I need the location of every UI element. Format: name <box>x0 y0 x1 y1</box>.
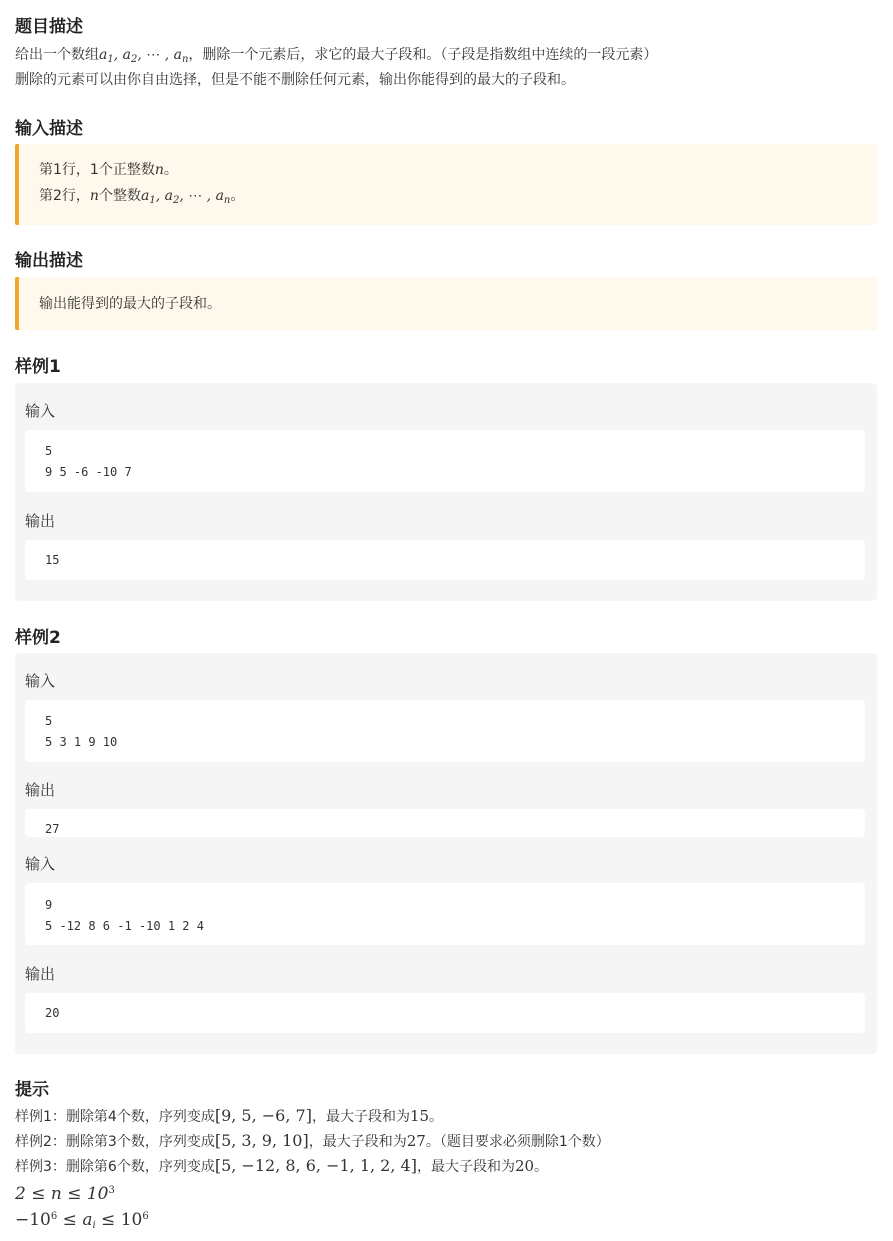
var-n: n <box>154 162 164 178</box>
constraint-a <box>15 1206 149 1237</box>
problem-line-1 <box>15 44 657 71</box>
hint-text: 。 <box>429 1109 444 1125</box>
code-line: 15 <box>45 553 60 567</box>
input-desc-text: 第1行，1个正整数 <box>39 162 155 178</box>
input-desc-punct: 。 <box>163 162 178 178</box>
output-desc-line-1: 输出能得到的最大的子段和。 <box>39 296 221 312</box>
var-n: n <box>89 188 99 204</box>
hint-text: ，最大子段和为 <box>416 1159 515 1175</box>
hint-text: ，最大子段和为 <box>311 1109 410 1125</box>
constraint-a-exp: 6 <box>50 1211 58 1222</box>
sample-3-output-label: 输出 <box>25 965 56 983</box>
sample-2-input-code[interactable] <box>25 700 865 762</box>
sample-1-box <box>15 383 877 601</box>
sample-3-output-code[interactable] <box>25 993 865 1033</box>
hint-text: 。 <box>534 1159 549 1175</box>
input-desc-punct: 。 <box>230 188 245 204</box>
output-desc-box <box>15 277 877 330</box>
hint-text: 样例2：删除第3个数，序列变成 <box>15 1134 215 1150</box>
code-line: 9 <box>45 898 53 912</box>
problem-line-2: 删除的元素可以由你自由选择，但是不能不删除任何元素，输出你能得到的最大的子段和。 <box>15 72 575 88</box>
sample-1-output-label: 输出 <box>25 512 56 530</box>
input-desc-text: 第2行， <box>39 188 90 204</box>
sample-1-output-code[interactable] <box>25 540 865 580</box>
sequence-formula: $a_1$, $a_2$, ⋯ , $a_n$ <box>140 188 231 206</box>
constraint-n-text: 2 ≤ n ≤ 10 <box>15 1184 109 1204</box>
hint-text: 。（题目要求必须删除1个数） <box>425 1134 610 1150</box>
input-desc-line-2 <box>39 185 244 212</box>
constraint-n-exp: 3 <box>108 1185 115 1196</box>
sample-2-output-label: 输出 <box>25 781 56 799</box>
hint-seq: [5, 3, 9, 10] <box>214 1131 309 1150</box>
code-line: 5 <box>45 444 53 458</box>
hint-text: 样例3：删除第6个数，序列变成 <box>15 1159 215 1175</box>
problem-title: 题目描述 <box>15 17 83 37</box>
constraint-a-upper: ≤ 10 <box>95 1210 143 1230</box>
code-line: 5 <box>45 714 53 728</box>
problem-text-rest: ，删除一个元素后，求它的最大子段和。（子段是指数组中连续的一段元素） <box>188 47 658 63</box>
hint-line-1 <box>15 1105 443 1128</box>
sample-2-title: 样例2 <box>15 628 61 648</box>
sample-2-output-code[interactable] <box>25 809 865 837</box>
hint-seq: [5, −12, 8, 6, −1, 1, 2, 4] <box>214 1156 417 1175</box>
code-line: 27 <box>45 822 60 836</box>
hint-value: 27 <box>406 1132 426 1150</box>
constraint-a-lower: −10 <box>15 1210 51 1230</box>
sample-1-title: 样例1 <box>15 357 61 377</box>
input-desc-text: 个整数 <box>98 188 141 204</box>
constraint-a-exp2: 6 <box>142 1211 149 1222</box>
output-desc-title: 输出描述 <box>15 251 83 271</box>
input-desc-box <box>15 144 877 225</box>
sample-2-box <box>15 653 877 1054</box>
code-line: 5 3 1 9 10 <box>45 735 118 749</box>
constraint-n <box>15 1180 115 1205</box>
hint-title: 提示 <box>15 1080 49 1100</box>
hint-value: 15 <box>409 1107 430 1125</box>
hint-text: ，最大子段和为 <box>308 1134 407 1150</box>
hint-line-3 <box>15 1155 548 1178</box>
sample-3-input-code[interactable] <box>25 883 865 945</box>
code-line: 9 5 -6 -10 7 <box>45 465 132 479</box>
code-line: 20 <box>45 1006 60 1020</box>
sample-1-input-code[interactable] <box>25 430 865 492</box>
sample-2-input-label: 输入 <box>25 672 56 690</box>
hint-value: 20 <box>514 1157 535 1175</box>
input-desc-title: 输入描述 <box>15 119 83 139</box>
hint-line-2 <box>15 1130 610 1153</box>
constraint-a-sub: i <box>92 1220 96 1231</box>
sample-1-input-label: 输入 <box>25 402 56 420</box>
hint-text: 样例1：删除第4个数，序列变成 <box>15 1109 215 1125</box>
problem-text: 给出一个数组 <box>15 47 99 63</box>
code-line: 5 -12 8 6 -1 -10 1 2 4 <box>45 919 204 933</box>
seq-a: a <box>99 47 108 63</box>
sequence-formula: $a_1$, $a_2$, ⋯ , $a_n$ <box>99 47 189 65</box>
hint-seq: [9, 5, −6, 7] <box>214 1106 312 1125</box>
input-desc-line-1 <box>39 159 178 181</box>
sample-3-input-label: 输入 <box>25 855 56 873</box>
constraint-a-mid: ≤ a <box>57 1210 93 1230</box>
